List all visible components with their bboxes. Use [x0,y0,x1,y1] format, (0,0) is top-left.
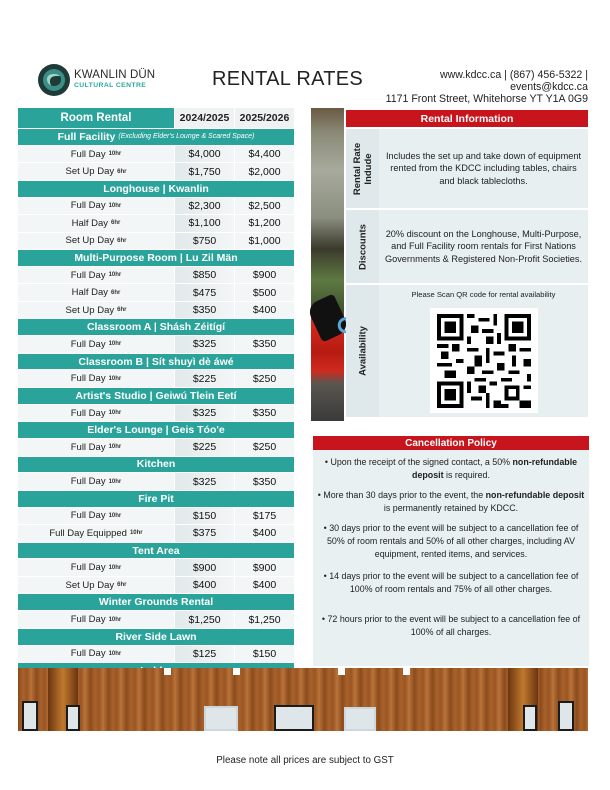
contact-email[interactable]: events@kdcc.ca [510,81,588,94]
discounts-text: 20% discount on the Longhouse, Multi-Purpose, and Full Facility room rentals for First Nations Governments & Registered Non-Profit Societies. [384,228,583,264]
price-2025-2026: $2,000 [234,163,294,180]
longhouse-interior-photo [18,668,588,731]
table-row [18,576,294,594]
period-hours: 6hr [117,582,127,589]
period-hours: 6hr [117,307,127,314]
rental-period [18,284,174,301]
price-2025-2026: $900 [234,267,294,284]
price-2025-2026: $1,200 [234,215,294,232]
table-row [18,266,294,284]
period-label: Full Day [70,148,106,160]
table-row [18,197,294,215]
period-label: Full Day [70,562,106,574]
mask-logo-icon [38,64,70,96]
cancellation-policy-panel [313,436,589,666]
price-2024-2025: $1,250 [174,611,234,628]
cancellation-item: • 30 days prior to the event will be subject to a cancellation fee of 50% of room rentals and 50% of all other charges, including AV equipment, rented items, and services. [323,523,579,559]
contact-address: 1171 Front Street, Whitehorse YT Y1A 0G9 [385,93,588,106]
section-header [18,421,294,438]
cancellation-item: • Upon the receipt of the signed contact, a 50% non-refundable deposit is required. [324,457,578,480]
price-2025-2026: $400 [234,525,294,542]
contact-web-phone[interactable]: www.kdcc.ca | (867) 456-5322 | [439,69,588,81]
period-hours: 10hr [108,478,122,485]
table-row [18,214,294,232]
rental-period [18,559,174,576]
gst-note: Please note all prices are subject to GST [216,755,394,766]
price-2024-2025: $750 [174,233,234,250]
section-header [18,353,294,370]
column-header-2024-2025: 2024/2025 [174,108,234,128]
table-row [18,283,294,301]
section-header [18,387,294,404]
price-2024-2025: $850 [174,267,234,284]
price-2025-2026: $250 [234,439,294,456]
section-title: Classroom A | Shásh Zéitígí [86,321,226,334]
period-hours: 10hr [108,410,122,417]
table-row [18,301,294,319]
price-2025-2026: $4,400 [234,146,294,163]
period-hours: 6hr [111,289,121,296]
period-label: Full Day [70,614,106,626]
price-2025-2026: $900 [234,559,294,576]
price-2025-2026: $350 [234,405,294,422]
rental-period [18,233,174,250]
period-hours: 10hr [108,650,122,657]
price-2025-2026: $500 [234,284,294,301]
period-hours: 10hr [129,530,143,537]
period-label: Set Up Day [65,304,115,316]
price-2024-2025: $1,100 [174,215,234,232]
rental-period [18,146,174,163]
period-label: Half Day [71,217,109,229]
rental-period [18,473,174,490]
period-hours: 10hr [108,444,122,451]
price-2024-2025: $900 [174,559,234,576]
period-hours: 6hr [117,237,127,244]
table-row [18,507,294,525]
price-2025-2026: $1,000 [234,233,294,250]
price-2025-2026: $400 [234,577,294,594]
availability-row [346,283,588,417]
section-header [18,456,294,473]
period-label: Full Day [70,338,106,350]
period-label: Full Day Equipped [49,527,127,539]
rental-period [18,577,174,594]
period-label: Set Up Day [65,166,115,178]
rental-period [18,439,174,456]
price-2025-2026: $150 [234,646,294,663]
price-2025-2026: $2,500 [234,198,294,215]
period-label: Full Day [70,200,106,212]
period-hours: 10hr [108,272,122,279]
table-row [18,335,294,353]
section-header [18,490,294,507]
price-2024-2025: $325 [174,336,234,353]
rental-period [18,370,174,387]
section-note: (Excluding Elder's Lounge & Scared Space) [118,133,255,141]
kdcc-logo [38,63,158,97]
table-row [18,524,294,542]
section-title: Fire Pit [138,492,174,505]
price-2025-2026: $350 [234,473,294,490]
price-2025-2026: $400 [234,302,294,319]
period-label: Full Day [70,269,106,281]
qr-code-icon[interactable] [430,308,538,413]
price-2024-2025: $150 [174,508,234,525]
price-2024-2025: $1,750 [174,163,234,180]
section-title: Classroom B | Sít shuyì dè áwé [78,355,234,368]
table-row [18,645,294,663]
rental-period [18,611,174,628]
discounts-label: Discounts [346,210,379,283]
table-row [18,438,294,456]
table-row [18,232,294,250]
table-header-row [18,108,294,128]
rental-period [18,163,174,180]
rental-rates-table [18,108,294,731]
table-row [18,610,294,628]
rental-period [18,525,174,542]
period-label: Set Up Day [65,235,115,247]
column-header-room: Room Rental [18,108,174,128]
section-title: Kitchen [136,458,176,471]
rental-information-title: Rental Information [346,110,588,127]
section-header [18,318,294,335]
qr-caption: Please Scan QR code for rental availability [411,290,556,299]
page-title: RENTAL RATES [212,68,364,90]
period-hours: 6hr [117,168,127,175]
period-label: Full Day [70,510,106,522]
price-2025-2026: $1,250 [234,611,294,628]
rental-period [18,267,174,284]
period-label: Full Day [70,476,106,488]
price-2024-2025: $2,300 [174,198,234,215]
price-2024-2025: $325 [174,405,234,422]
rental-period [18,215,174,232]
cancellation-item: • More than 30 days prior to the event, the non-refundable deposit is permanently retained by KDCC. [317,490,585,513]
period-hours: 10hr [108,375,122,382]
section-header [18,593,294,610]
section-title: Artist's Studio | Geiwú Tlein Eetí [75,389,237,402]
period-hours: 6hr [111,220,121,227]
cancellation-item: • 72 hours prior to the event will be subject to a cancellation fee of 100% of all charges. [321,614,581,637]
period-label: Full Day [70,373,106,385]
price-2024-2025: $475 [174,284,234,301]
section-header [18,628,294,645]
section-header [18,542,294,559]
price-2024-2025: $325 [174,473,234,490]
section-title: Winter Grounds Rental [98,596,214,609]
table-row [18,472,294,490]
price-2024-2025: $350 [174,302,234,319]
price-2025-2026: $350 [234,336,294,353]
rental-rate-include-text: Includes the set up and take down of equipment rented from the KDCC including tables, chairs and black tablecloths. [385,150,582,186]
price-2025-2026: $175 [234,508,294,525]
period-label: Full Day [70,407,106,419]
section-header [18,180,294,197]
period-label: Full Day [70,441,106,453]
price-2024-2025: $125 [174,646,234,663]
section-header [18,128,294,145]
period-hours: 10hr [108,512,122,519]
period-hours: 10hr [108,151,122,158]
lobby-photo-strip [311,108,344,421]
price-2024-2025: $225 [174,370,234,387]
contact-info [386,69,588,106]
section-header [18,249,294,266]
period-hours: 10hr [108,202,122,209]
cancellation-item: • 14 days prior to the event will be subject to a cancellation fee of 100% of room rentals and 75% of all other charges. [323,571,579,594]
rental-period [18,302,174,319]
availability-label: Availability [346,285,379,417]
discounts-row [346,208,588,283]
rental-rate-include-row [346,127,588,208]
section-title: River Side Lawn [115,630,197,643]
rental-period [18,198,174,215]
price-2024-2025: $4,000 [174,146,234,163]
period-hours: 10hr [108,564,122,571]
section-title: Tent Area [132,544,180,557]
table-row [18,404,294,422]
price-2024-2025: $400 [174,577,234,594]
period-label: Set Up Day [65,579,115,591]
period-hours: 10hr [108,616,122,623]
period-label: Full Day [70,648,106,660]
price-2025-2026: $250 [234,370,294,387]
rental-period [18,405,174,422]
rental-period [18,508,174,525]
table-row [18,162,294,180]
logo-name: KWANLIN DÜN [74,69,156,82]
section-title: Full Facility [57,130,116,143]
table-row [18,369,294,387]
rental-period [18,336,174,353]
rental-period [18,646,174,663]
price-2024-2025: $375 [174,525,234,542]
period-label: Half Day [71,287,109,299]
logo-subtitle: CULTURAL CENTRE [74,81,147,89]
period-hours: 10hr [108,341,122,348]
section-title: Elder's Lounge | Geis Tóo'e [87,424,225,437]
rental-rate-include-label: Rental Rate Indude [346,129,379,208]
table-row [18,145,294,163]
column-header-2025-2026: 2025/2026 [234,108,294,128]
price-2024-2025: $225 [174,439,234,456]
section-title: Multi-Purpose Room | Lu Zil Män [74,251,238,264]
cancellation-policy-title: Cancellation Policy [313,436,589,450]
table-row [18,558,294,576]
hand-artwork [306,294,350,343]
rental-information-panel [346,110,588,417]
section-title: Longhouse | Kwanlin [103,182,209,195]
